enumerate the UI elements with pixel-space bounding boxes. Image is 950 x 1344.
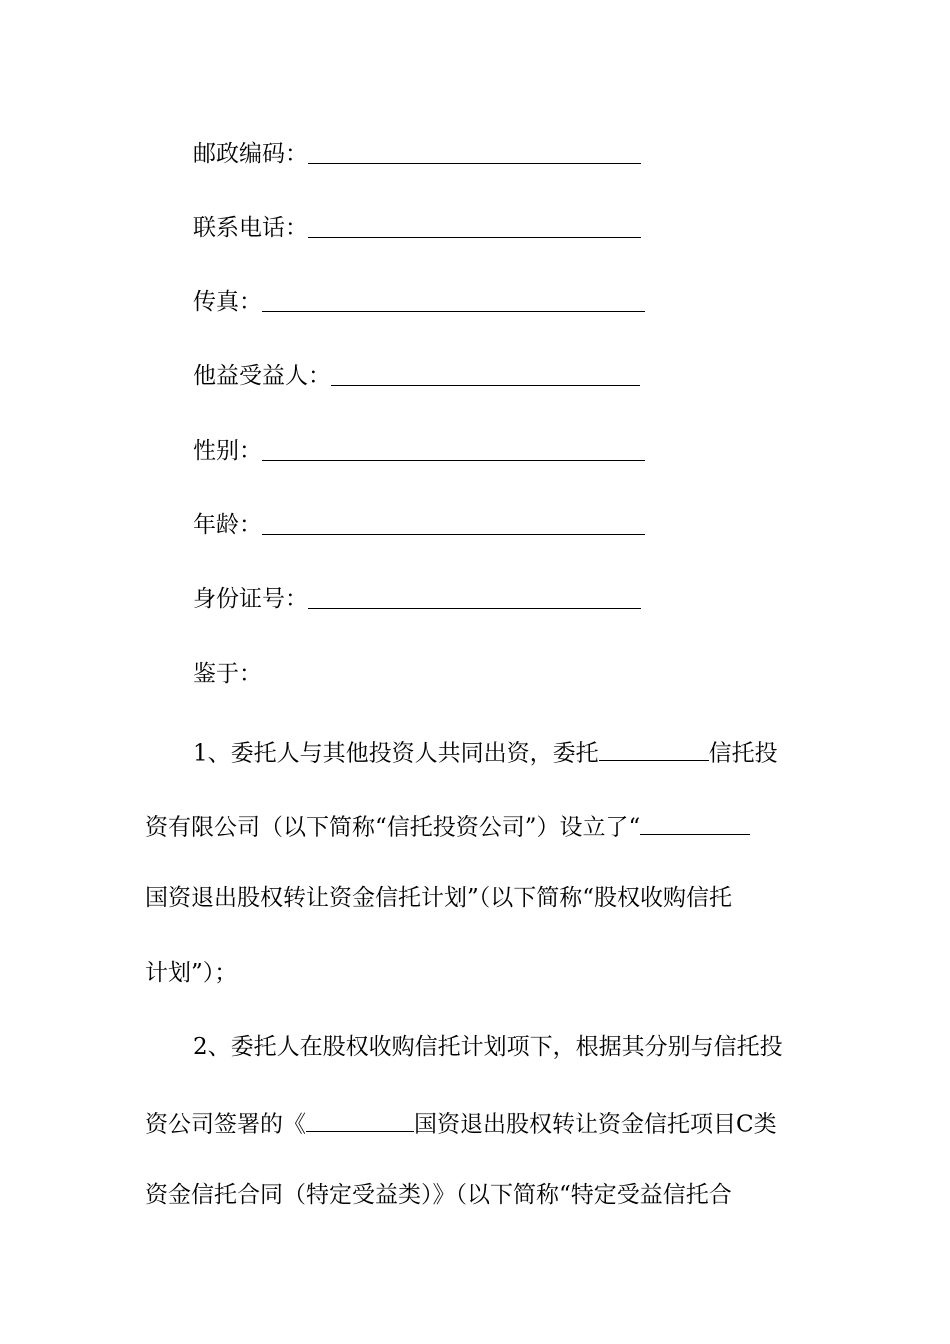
clause1-line2-text-a: 资有限公司（以下简称“信托投资公司”）设立了“ (145, 814, 641, 841)
clause2-line2 (145, 1110, 777, 1137)
clause1-line1 (193, 739, 778, 766)
clause2-line2-text-b: 国资退出股权转让资金信托项目C类 (414, 1111, 777, 1138)
other-beneficiary-label: 他益受益人： (193, 363, 331, 389)
gender-blank[interactable] (262, 459, 645, 461)
phone-blank[interactable] (308, 236, 641, 238)
trust-company-name-blank[interactable] (599, 739, 709, 761)
clause1-line4: 计划”）； (145, 960, 238, 986)
id-number-label: 身份证号： (193, 586, 308, 612)
id-number-blank[interactable] (308, 607, 641, 609)
postal-code-blank[interactable] (308, 162, 641, 164)
clause1-line1-text-a: 1、委托人与其他投资人共同出资，委托 (193, 740, 599, 767)
phone-label: 联系电话： (193, 215, 308, 241)
trust-plan-name-blank[interactable] (640, 813, 750, 835)
fax-field (193, 276, 645, 316)
fax-label: 传真： (193, 289, 262, 315)
postal-code-label: 邮政编码： (193, 141, 308, 167)
age-label: 年龄： (193, 512, 262, 538)
clause2-line1: 2、委托人在股权收购信托计划项下，根据其分别与信托投 (193, 1034, 783, 1060)
gender-label: 性别： (193, 438, 262, 464)
other-beneficiary-field (193, 350, 640, 390)
age-blank[interactable] (262, 533, 645, 535)
phone-field (193, 202, 641, 242)
clause2-line2-text-a: 资公司签署的《 (145, 1111, 306, 1138)
age-field (193, 499, 645, 539)
clause1-line3: 国资退出股权转让资金信托计划”（以下简称“股权收购信托 (145, 885, 733, 911)
clause1-line1-text-b: 信托投 (708, 740, 778, 767)
other-beneficiary-blank[interactable] (331, 384, 640, 386)
gender-field (193, 425, 645, 465)
trust-project-name-blank[interactable] (306, 1110, 414, 1132)
postal-code-field (193, 128, 641, 168)
fax-blank[interactable] (262, 310, 645, 312)
whereas-heading: 鉴于： (193, 661, 262, 687)
clause2-line3: 资金信托合同（特定受益类）》（以下简称“特定受益信托合 (145, 1182, 732, 1208)
id-number-field (193, 573, 641, 613)
clause1-line2 (145, 813, 750, 840)
